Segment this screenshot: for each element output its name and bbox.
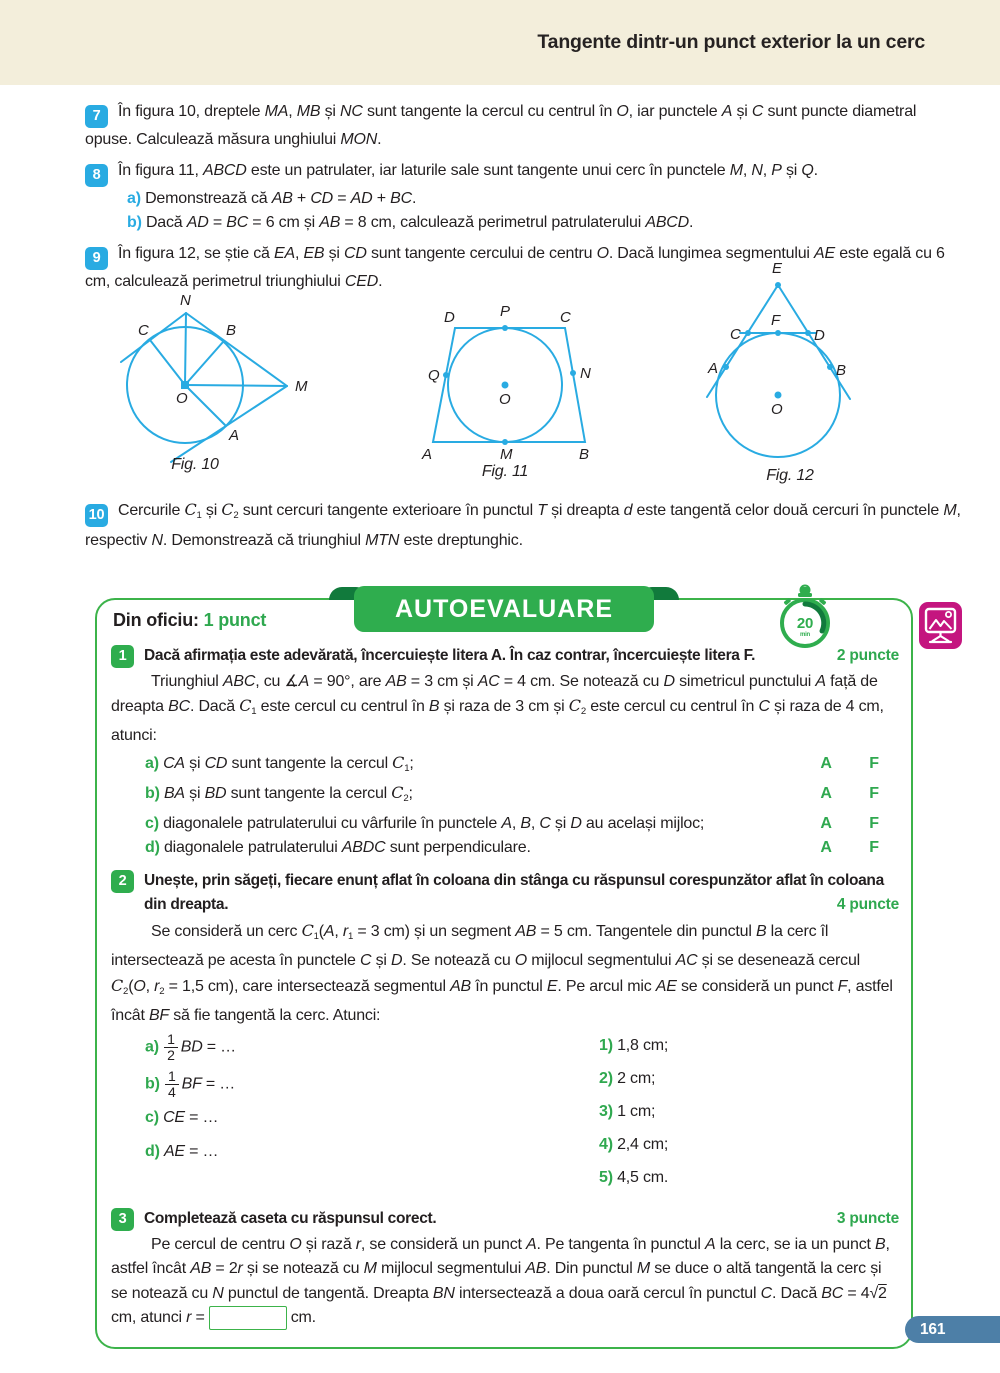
autoevaluare-box xyxy=(95,594,913,1349)
digital-resource-button[interactable] xyxy=(918,601,963,655)
center-dot-O xyxy=(775,392,782,399)
match-right-item-2[interactable]: 2) 2 cm; xyxy=(599,1070,656,1088)
statement-row-c xyxy=(145,812,899,837)
item-number-badge: 3 xyxy=(111,1208,134,1231)
match-left-column xyxy=(111,1032,599,1199)
choice-true[interactable]: A xyxy=(820,814,832,832)
page-title: Tangente dintr-un punct exterior la un cerc xyxy=(537,31,925,53)
point-label-P: P xyxy=(500,303,510,320)
figure-10 xyxy=(110,290,360,490)
figure-caption: Fig. 11 xyxy=(481,463,529,480)
statement-text: c) diagonalele patrulaterului cu vârfurile în punctele A, B, C și D au același mijloc; xyxy=(145,814,705,832)
problem-number-badge: 10 xyxy=(85,504,108,527)
point-label-O: O xyxy=(499,391,511,408)
match-left-item-d[interactable]: d) AE = … xyxy=(145,1143,219,1160)
answer-input[interactable] xyxy=(209,1306,287,1330)
problem-8 xyxy=(85,159,965,236)
item-statement: Triunghiul ABC, cu ∡A = 90°, are AB = 3 cm și AC = 4 cm. Se notează cu D simetricul punctului A față de dreapta BC. Dacă C1 este cercul cu centrul în B și raza de 3 cm și C2 este cercul cu centrul în C și raza de 4 cm, atunci: xyxy=(111,672,884,745)
choice-false[interactable]: F xyxy=(869,785,879,803)
timer-value: 20 xyxy=(796,615,814,632)
point-label-N: N xyxy=(180,292,191,309)
center-dot-O xyxy=(502,382,509,389)
point-label-D: D xyxy=(814,327,825,344)
figure-12-drawing xyxy=(690,257,890,462)
problem-8-item-b: b) Dacă AD = BC = 6 cm și AB = 8 cm, calculează perimetrul patrulaterului ABCD. xyxy=(127,214,694,231)
point-label-N: N xyxy=(580,365,591,382)
center-dot-O xyxy=(181,381,189,389)
points-badge: 3 puncte xyxy=(836,1210,899,1228)
choice-true[interactable]: A xyxy=(820,839,832,857)
item-title: Completează caseta cu răspunsul corect. xyxy=(144,1210,437,1228)
item-statement xyxy=(111,1233,899,1331)
problem-8-item-a: a) Demonstrează că AB + CD = AD + BC. xyxy=(127,189,417,207)
point-label-Q: Q xyxy=(428,367,440,384)
figure-11 xyxy=(420,300,640,485)
point-label-M: M xyxy=(295,378,308,395)
point-label-A: A xyxy=(708,360,718,377)
match-right-item-1[interactable]: 1) 1,8 cm; xyxy=(599,1037,669,1055)
item-number-badge: 2 xyxy=(111,870,134,893)
choice-false[interactable]: F xyxy=(869,754,879,772)
points-badge: 4 puncte xyxy=(836,896,899,914)
figure-12 xyxy=(690,257,890,492)
choice-false[interactable]: F xyxy=(869,839,879,857)
item-1 xyxy=(111,644,899,861)
problem-text: În figura 11, ABCD este un patrulater, iar laturile sale sunt tangente unui cerc în punctele M, N, P și Q. xyxy=(118,161,818,179)
item-statement: Se consideră un cerc C1(A, r1 = 3 cm) și un segment AB = 5 cm. Tangentele din punctul B la cerc îl intersectează pe acesta în punctele C și D. Se notează cu O mijlocul segmentului AC și se desenează cercul C2(O, r2 = 1,5 cm), care intersectează segmentul AB în punctul E. Pe arcul mic AE se consideră un punct F, astfel încât BF să fie tangentă la cerc. Atunci: xyxy=(111,920,893,1024)
statement-text: d) diagonalele patrulaterului ABDC sunt perpendiculare. xyxy=(145,839,531,857)
din-oficiu: Din oficiu: 1 punct xyxy=(113,610,267,630)
page-header xyxy=(0,0,1000,85)
choice-false[interactable]: F xyxy=(869,814,879,832)
statement-row-a xyxy=(145,751,899,781)
point-label-O: O xyxy=(771,401,783,418)
item-3 xyxy=(111,1207,899,1331)
problem-number-badge: 7 xyxy=(85,105,108,128)
problem-text: Cercurile C1 și C2 sunt cercuri tangente exterioare în punctul T și dreapta d este tangentă celor două cercuri în punctele M, respectiv N. Demonstrează că triunghiul MTN este dreptunghic. xyxy=(85,500,961,549)
point-label-A: A xyxy=(422,446,432,463)
problem-number-badge: 9 xyxy=(85,247,108,270)
match-left-item-a[interactable]: a) $\frac{1}{2}$ BD = … xyxy=(145,1031,236,1064)
point-label-B: B xyxy=(836,362,846,379)
item-title: Unește, prin săgeți, fiecare enunț aflat în coloana din stânga cu răspunsul corespunzător aflat în coloana din dreapta. xyxy=(144,871,884,914)
match-right-item-5[interactable]: 5) 4,5 cm. xyxy=(599,1169,669,1187)
point-label-B: B xyxy=(579,446,589,463)
statement-row-d xyxy=(145,836,899,861)
point-label-C: C xyxy=(560,309,571,326)
figure-11-drawing xyxy=(420,300,640,465)
match-area xyxy=(111,1032,899,1199)
problem-10 xyxy=(85,497,965,553)
point-label-C: C xyxy=(730,326,741,343)
problem-number-badge: 8 xyxy=(85,164,108,187)
match-right-column xyxy=(599,1032,899,1199)
statement-row-b xyxy=(145,781,899,811)
problem-text: În figura 12, se știe că EA, EB și CD sunt tangente cercului de centru O. Dacă lungimea segmentului AE este egală cu 6 cm, calculează perimetrul triunghiului CED. xyxy=(85,244,945,290)
statement-text: b) BA și BD sunt tangente la cercul C2; xyxy=(145,783,413,805)
match-left-item-b[interactable]: b) $\frac{1}{4}$ BF = … xyxy=(145,1067,236,1100)
points-badge: 2 puncte xyxy=(836,647,899,664)
item-title: Dacă afirmația este adevărată, încercuiește litera A. În caz contrar, încercuiește litera F. xyxy=(144,647,756,664)
match-right-item-4[interactable]: 4) 2,4 cm; xyxy=(599,1136,669,1154)
match-left-item-c[interactable]: c) CE = … xyxy=(145,1108,219,1126)
point-label-A: A xyxy=(229,427,239,444)
page-number-tab xyxy=(905,1316,1000,1343)
problem-7 xyxy=(85,100,965,153)
point-label-M: M xyxy=(500,446,513,463)
statement-text: a) CA și CD sunt tangente la cercul C1; xyxy=(145,752,414,774)
point-label-O: O xyxy=(176,390,188,407)
problem-text: În figura 10, dreptele MA, MB și NC sunt tangente la cercul cu centrul în O, iar punctele A și C sunt puncte diametral opuse. Calculează măsura unghiului MON. xyxy=(85,103,917,148)
statement-text: Pe cercul de centru O și rază r, se consideră un punct A. Pe tangenta în punctul A la cerc, se ia un punct B, astfel încât AB = 2r și se notează cu M mijlocul segmentului AB. Din punctul M se duce o altă tangentă la cerc și se notează cu N punctul de tangentă. Dreapta BN intersectează a doua oară cercul în punctul C. Dacă BC = 4√2 cm, atunci r = xyxy=(111,1235,890,1327)
point-label-E: E xyxy=(772,260,782,277)
banner-label: AUTOEVALUARE xyxy=(394,594,614,623)
figure-caption: Fig. 12 xyxy=(766,467,814,484)
point-label-D: D xyxy=(444,309,455,326)
point-label-C: C xyxy=(138,322,149,339)
timer-unit: min xyxy=(799,632,811,638)
choice-true[interactable]: A xyxy=(820,785,832,803)
point-label-B: B xyxy=(226,322,236,339)
timer-icon xyxy=(777,584,833,661)
point-label-F: F xyxy=(771,312,780,329)
statement-text: cm. xyxy=(290,1309,316,1327)
choice-true[interactable]: A xyxy=(820,754,832,772)
page-number: 161 xyxy=(920,1320,946,1338)
autoevaluare-banner xyxy=(354,586,654,632)
match-right-item-3[interactable]: 3) 1 cm; xyxy=(599,1103,656,1121)
item-number-badge: 1 xyxy=(111,645,134,668)
figure-caption: Fig. 10 xyxy=(171,456,219,473)
item-2 xyxy=(111,869,899,1200)
